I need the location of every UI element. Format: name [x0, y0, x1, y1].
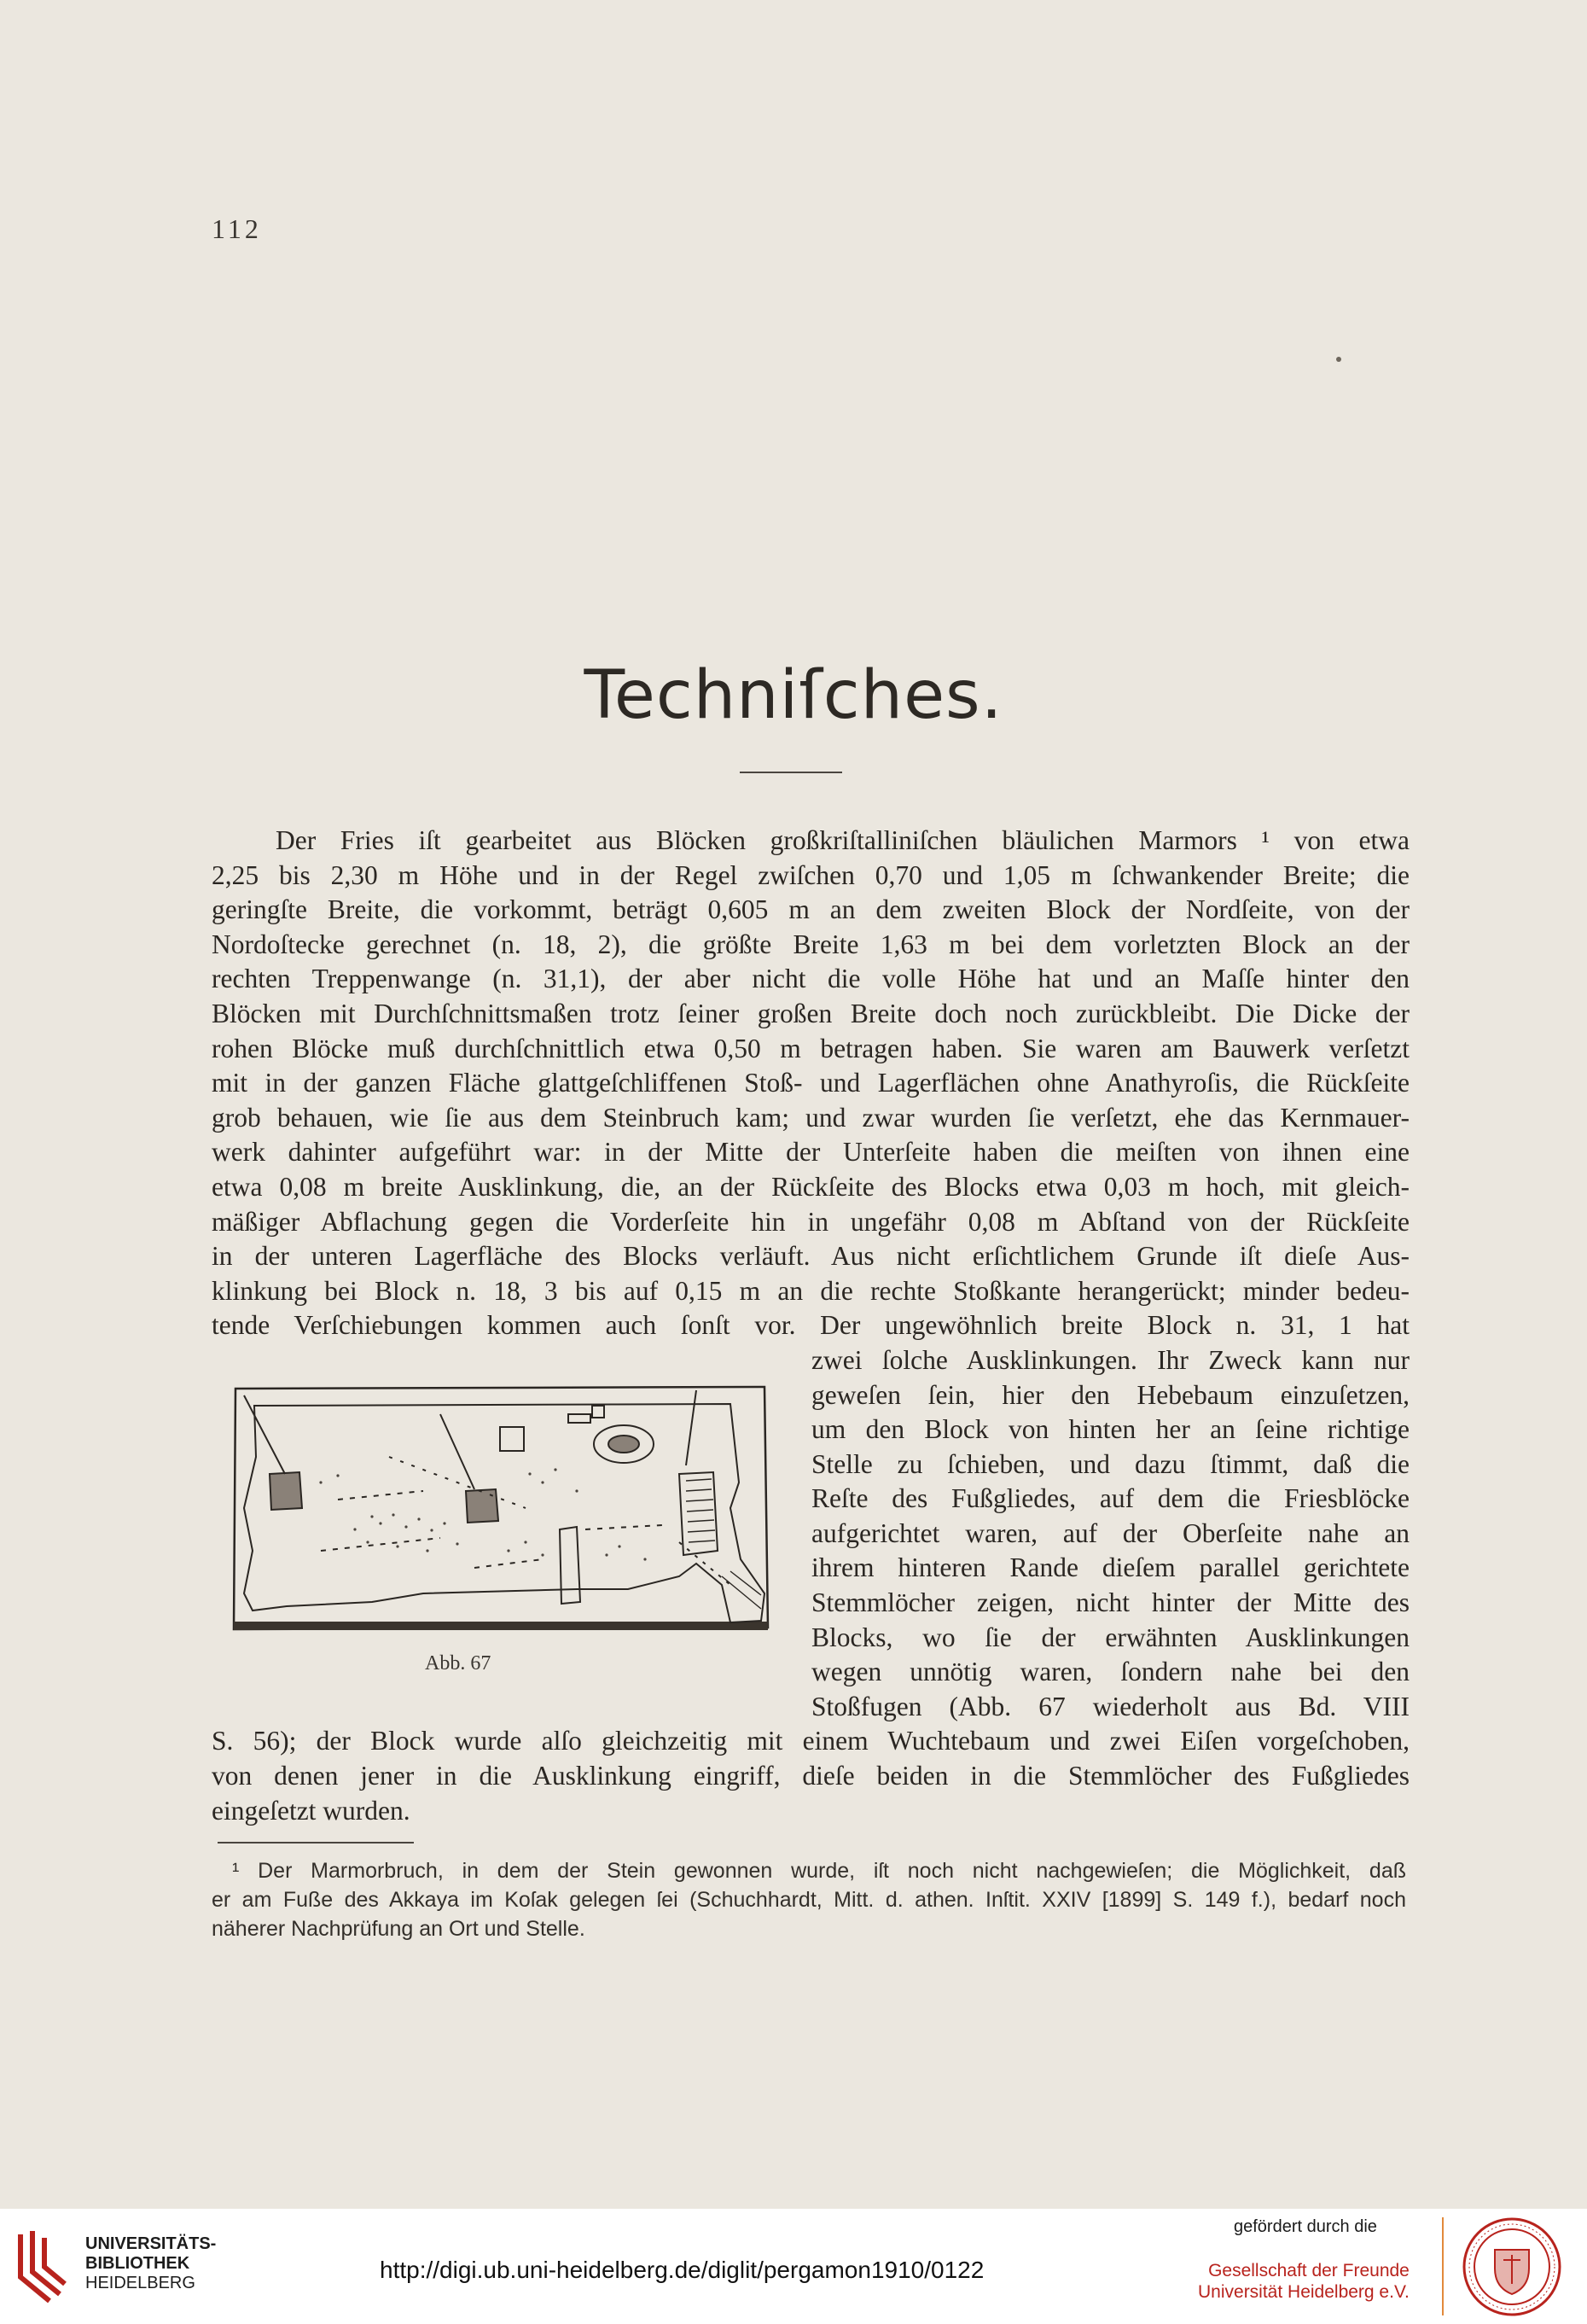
block-drawing — [218, 1380, 782, 1645]
library-name — [85, 2234, 216, 2293]
text-line: um den Block von hinten her an ſeine richtige — [811, 1414, 1410, 1445]
library-name-line: UNIVERSITÄTS- — [85, 2234, 217, 2253]
sponsor-label: gefördert durch die — [1234, 2217, 1377, 2236]
title-divider — [740, 772, 842, 773]
footnote — [212, 1856, 1406, 1943]
text-line: von denen jener in die Ausklinkung eingriff, dieſe beiden in die Stemmlöcher des Fußgliedes — [212, 1761, 1410, 1791]
text-line: ihrem hinteren Rande dieſem parallel gerichtete — [811, 1552, 1410, 1583]
text-line: S. 56); der Block wurde alſo gleichzeitig mit einem Wuchtebaum und zwei Eiſen vorgeſchoben, — [212, 1726, 1410, 1756]
library-name-line: HEIDELBERG — [85, 2274, 195, 2292]
text-line: mit in der ganzen Fläche glattgeſchliffenen Stoß- und Lagerflächen ohne Anathyroſis, die Rückſeite — [212, 1068, 1410, 1098]
text-line: geweſen ſein, hier den Hebebaum einzuſetzen, — [811, 1379, 1410, 1410]
text-line: Blöcken mit Durchſchnittsmaßen trotz ſeiner großen Breite doch noch zurückbleibt. Die Dicke der — [212, 998, 1410, 1028]
footnote-line: näherer Nachprüfung an Ort und Stelle. — [212, 1917, 585, 1941]
text-line: grob behauen, wie ſie aus dem Steinbruch kam; und zwar wurden ſie verſetzt, ehe das Kernmauer- — [212, 1102, 1410, 1133]
university-seal-icon — [1461, 2216, 1563, 2318]
text-line: Stemmlöcher zeigen, nicht hinter der Mitte des — [811, 1587, 1410, 1618]
text-line: zwei ſolche Ausklinkungen. Ihr Zweck kann nur — [811, 1344, 1410, 1375]
sponsor-name-line: Universität Heidelberg e.V. — [1198, 2282, 1410, 2302]
text-line: werk dahinter aufgeführt war: in der Mitte der Unterſeite haben die meiſten von ihnen eine — [212, 1137, 1410, 1168]
text-line: tende Verſchiebungen kommen auch ſonſt vor. Der ungewöhnlich breite Block n. 31, 1 hat — [212, 1310, 1410, 1341]
sponsor-name-line: Gesellschaft der Freunde — [1208, 2261, 1410, 2280]
library-name-line: BIBLIOTHEK — [85, 2254, 190, 2273]
text-line: rechten Treppenwange (n. 31,1), der aber nicht die volle Höhe hat und an Maſſe hinter den — [212, 964, 1410, 994]
block-drawing-figure — [218, 1380, 782, 1645]
text-line: Reſte des Fußgliedes, auf dem die Friesblöcke — [811, 1483, 1410, 1514]
text-line: Blocks, wo ſie der erwähnten Ausklinkungen — [811, 1622, 1410, 1652]
text-line: etwa 0,08 m breite Ausklinkung, die, an der Rückſeite des Blocks etwa 0,03 m hoch, mit gleich- — [212, 1171, 1410, 1202]
footer-divider — [1442, 2217, 1444, 2315]
university-library-logo — [15, 2228, 70, 2308]
text-line: Stelle zu ſchieben, und dazu ſtimmt, daß die — [811, 1448, 1410, 1479]
text-line: Der Fries iſt gearbeitet aus Blöcken großkriſtalliniſchen bläulichen Marmors ¹ von etwa — [276, 825, 1410, 855]
permalink-url[interactable]: http://digi.ub.uni-heidelberg.de/diglit/pergamon1910/0122 — [380, 2257, 985, 2283]
page-number: 112 — [212, 213, 262, 244]
text-line: aufgerichtet waren, auf der Oberſeite nahe an — [811, 1517, 1410, 1548]
footer-bar — [0, 2209, 1587, 2324]
figure-caption: Abb. 67 — [425, 1652, 491, 1675]
footnote-line: ¹ Der Marmorbruch, in dem der Stein gewonnen wurde, iſt noch nicht nachgewieſen; die Möglichkeit, daß — [232, 1859, 1406, 1883]
text-line: Stoßfugen (Abb. 67 wiederholt aus Bd. VIII — [811, 1691, 1410, 1721]
text-line: rohen Blöcke muß durchſchnittlich etwa 0,50 m betragen haben. Sie waren am Bauwerk verſetzt — [212, 1033, 1410, 1063]
text-line: geringſte Breite, die vorkommt, beträgt 0,605 m an dem zweiten Block der Nordſeite, von der — [212, 894, 1410, 925]
page-title: Techniſches. — [584, 657, 1003, 734]
text-line: Nordoſtecke gerechnet (n. 18, 2), die größte Breite 1,63 m bei dem vorletzten Block an der — [212, 929, 1410, 959]
text-line: mäßiger Abflachung gegen die Vorderſeite hin in ungefähr 0,08 m Abſtand von der Rückſeite — [212, 1206, 1410, 1237]
footnote-divider — [218, 1842, 414, 1843]
text-line: wegen unnötig waren, ſondern nahe bei den — [811, 1657, 1410, 1687]
text-line: klinkung bei Block n. 18, 3 bis auf 0,15 m an die rechte Stoßkante herangerückt; minder bedeu- — [212, 1275, 1410, 1306]
paper-speck — [1336, 357, 1341, 362]
footnote-line: er am Fuße des Akkaya im Koſak gelegen ſei (Schuchhardt, Mitt. d. athen. Inſtit. XXIV [1899] S. 149 f.), bedarf noch — [212, 1888, 1406, 1912]
text-line: eingeſetzt wurden. — [212, 1795, 410, 1826]
text-line: in der unteren Lagerfläche des Blocks verläuft. Aus nicht erſichtlichem Grunde iſt dieſe Aus- — [212, 1241, 1410, 1272]
sponsor-name — [1198, 2260, 1410, 2303]
text-line: 2,25 bis 2,30 m Höhe und in der Regel zwiſchen 0,70 und 1,05 m ſchwankender Breite; die — [212, 859, 1410, 890]
main-text — [212, 824, 1410, 1828]
